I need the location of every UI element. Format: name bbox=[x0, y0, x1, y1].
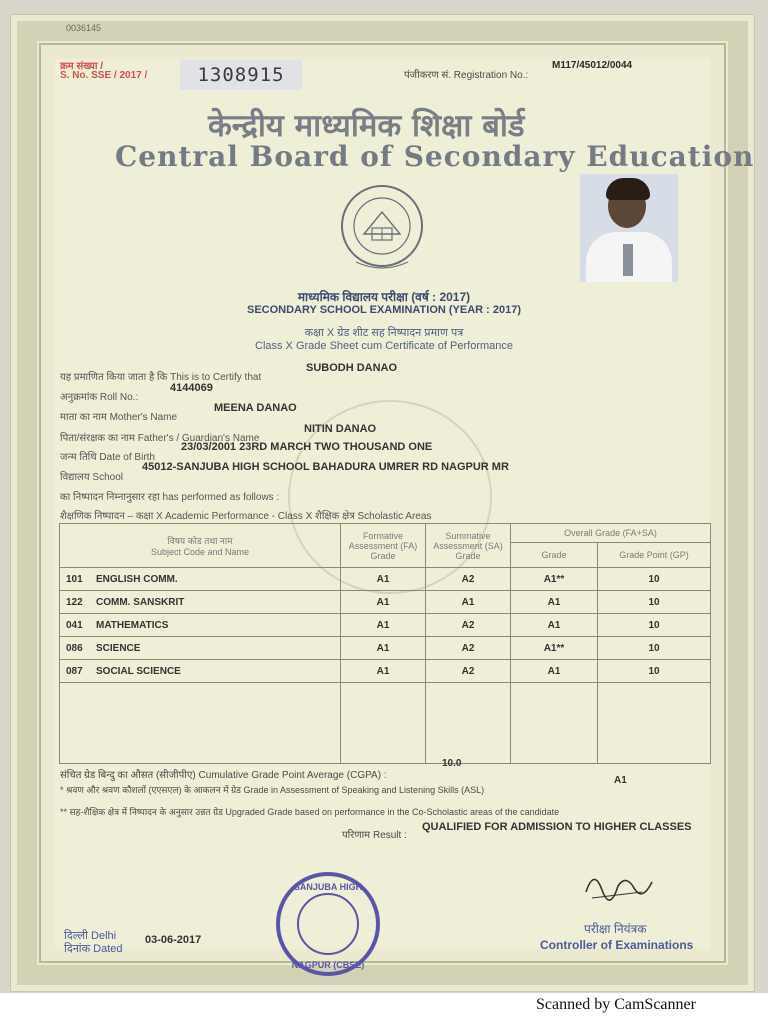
svg-text:NAGPUR (CBSE): NAGPUR (CBSE) bbox=[291, 960, 365, 970]
place: दिल्ली Delhi bbox=[64, 930, 117, 942]
table-row: 086 SCIENCE A1 A2 A1** 10 bbox=[60, 637, 711, 660]
sno-label: S. No. SSE / 2017 / bbox=[60, 70, 148, 81]
board-title-english: Central Board of Secondary Education bbox=[115, 140, 755, 173]
gp-header: Grade Point (GP) bbox=[598, 543, 711, 568]
board-title-hindi: केन्द्रीय माध्यमिक शिक्षा बोर्ड bbox=[208, 108, 525, 144]
dob-label: जन्म तिथि Date of Birth bbox=[60, 452, 155, 463]
sno-value: 1308915 bbox=[180, 60, 302, 90]
issue-date: 03-06-2017 bbox=[145, 934, 202, 946]
school-name: 45012-SANJUBA HIGH SCHOOL BAHADURA UMRER RD NAGPUR MR bbox=[142, 461, 509, 473]
marks-table bbox=[59, 523, 711, 764]
sno-label-hindi: क्रम संख्या / bbox=[60, 61, 103, 72]
fa-header: Formative Assessment (FA) Grade bbox=[341, 524, 426, 568]
result-label: परिणाम Result : bbox=[342, 830, 407, 841]
exam-title-english: SECONDARY SCHOOL EXAMINATION (YEAR : 2017) bbox=[246, 304, 522, 316]
date-of-birth: 23/03/2001 23RD MARCH TWO THOUSAND ONE bbox=[181, 441, 433, 453]
table-row: 122 COMM. SANSKRIT A1 A1 A1 10 bbox=[60, 591, 711, 614]
overall-header: Overall Grade (FA+SA) bbox=[511, 524, 711, 543]
exam-title-hindi: माध्यमिक विद्यालय परीक्षा (वर्ष : 2017) bbox=[297, 290, 471, 304]
registration-value: M117/45012/0044 bbox=[552, 60, 633, 71]
table-row: 101 ENGLISH COMM. A1 A2 A1** 10 bbox=[60, 568, 711, 591]
mother-label: माता का नाम Mother's Name bbox=[60, 412, 178, 423]
camscanner-watermark: Scanned by CamScanner bbox=[536, 996, 696, 1013]
roll-label: अनुक्रमांक Roll No.: bbox=[60, 392, 139, 403]
serial-number: 0036145 bbox=[66, 23, 102, 33]
cgpa-value: 10.0 bbox=[442, 758, 462, 769]
signature-icon bbox=[582, 862, 660, 904]
controller-title-hindi: परीक्षा नियंत्रक bbox=[584, 922, 647, 936]
table-filler bbox=[60, 683, 711, 764]
student-photo bbox=[580, 174, 678, 282]
grade-header: Grade bbox=[511, 543, 598, 568]
upgraded-grade-note: ** सह-शैक्षिक क्षेत्र में निष्पादन के अनुसार उन्नत ग्रेड Upgraded Grade based on performance in the Co-Scholastic areas of the candidate bbox=[60, 807, 560, 817]
roll-number: 4144069 bbox=[170, 382, 213, 394]
student-name: SUBODH DANAO bbox=[306, 362, 398, 374]
subject-header: विषय कोड तथा नाम Subject Code and Name bbox=[60, 524, 341, 568]
cgpa-label: संचित ग्रेड बिन्दु का औसत (सीजीपीए) Cumulative Grade Point Average (CGPA) : bbox=[60, 770, 387, 781]
svg-text:SANJUBA HIGH: SANJUBA HIGH bbox=[293, 882, 363, 892]
sheet-title-english: Class X Grade Sheet cum Certificate of Performance bbox=[255, 340, 513, 352]
school-label: विद्यालय School bbox=[60, 472, 123, 483]
certify-label: यह प्रमाणित किया जाता है कि This is to Certify that bbox=[60, 372, 262, 383]
table-row: 041 MATHEMATICS A1 A2 A1 10 bbox=[60, 614, 711, 637]
asl-value: A1 bbox=[614, 775, 627, 786]
father-name: NITIN DANAO bbox=[304, 423, 377, 435]
dated-label: दिनांक Dated bbox=[64, 943, 123, 955]
result-value: QUALIFIED FOR ADMISSION TO HIGHER CLASSES bbox=[422, 821, 692, 833]
cbse-logo-icon bbox=[334, 182, 430, 274]
mother-name: MEENA DANAO bbox=[214, 402, 297, 414]
performed-label: का निष्पादन निम्नानुसार रहा has performed as follows : bbox=[60, 492, 280, 503]
registration-label: पंजीकरण सं. Registration No.: bbox=[404, 70, 529, 81]
sa-header: Summative Assessment (SA) Grade bbox=[426, 524, 511, 568]
academic-label: शैक्षणिक निष्पादन – कक्षा X Academic Performance - Class X शैक्षिक क्षेत्र Scholastic Areas bbox=[60, 511, 432, 522]
sheet-title-hindi: कक्षा X ग्रेड शीट सह निष्पादन प्रमाण पत्र bbox=[304, 327, 464, 339]
asl-label: * श्रवण और श्रवण कौशलों (एएसएल) के आकलन में ग्रेड Grade in Assessment of Speaking and Listening Skills (ASL) bbox=[60, 785, 485, 795]
school-stamp-icon bbox=[272, 868, 384, 980]
table-row: 087 SOCIAL SCIENCE A1 A2 A1 10 bbox=[60, 660, 711, 683]
father-label: पिता/संरक्षक का नाम Father's / Guardian's Name bbox=[60, 433, 260, 444]
controller-title-english: Controller of Examinations bbox=[540, 938, 694, 952]
